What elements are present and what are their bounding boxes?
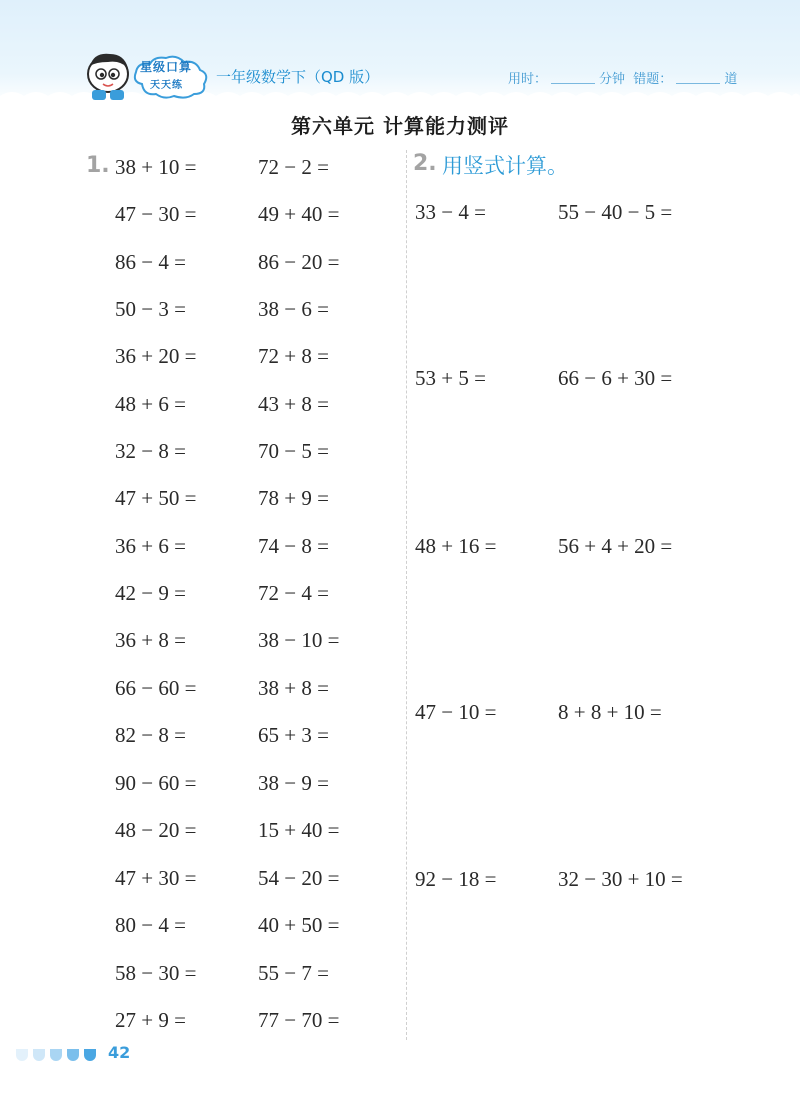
s1-expr-b: 38 − 9 = — [258, 771, 329, 795]
s1-expr-b: 86 − 20 = — [258, 250, 340, 274]
s2-expr-a: 33 − 4 = — [415, 200, 486, 224]
s1-expr-b: 72 + 8 = — [258, 344, 329, 368]
s1-expr-a: 42 − 9 = — [115, 581, 186, 605]
s1-expr-a: 50 − 3 = — [115, 297, 186, 321]
s2-expr-b: 56 + 4 + 20 = — [558, 534, 673, 558]
s1-expr-b: 74 − 8 = — [258, 534, 329, 558]
s1-expr-b: 77 − 70 = — [258, 1008, 340, 1032]
s2-expr-b: 8 + 8 + 10 = — [558, 700, 662, 724]
s2-expr-a: 53 + 5 = — [415, 366, 486, 390]
errors-label: 错题： — [633, 72, 673, 87]
s1-expr-b: 72 − 2 = — [258, 155, 329, 179]
s2-expr-b: 32 − 30 + 10 = — [558, 867, 683, 891]
s1-expr-b: 38 + 8 = — [258, 676, 329, 700]
s1-expr-a: 27 + 9 = — [115, 1008, 186, 1032]
footer-dots-icon — [14, 1046, 104, 1062]
s1-expr-a: 82 − 8 = — [115, 723, 186, 747]
s1-expr-a: 36 + 20 = — [115, 344, 197, 368]
s1-expr-b: 55 − 7 = — [258, 961, 329, 985]
time-blank[interactable] — [551, 71, 595, 84]
s1-expr-a: 32 − 8 = — [115, 439, 186, 463]
s1-expr-a: 58 − 30 = — [115, 961, 197, 985]
s1-expr-b: 49 + 40 = — [258, 202, 340, 226]
s1-expr-a: 86 − 4 = — [115, 250, 186, 274]
section2-title: 用竖式计算。 — [442, 154, 568, 178]
s1-expr-a: 80 − 4 = — [115, 913, 186, 937]
errors-blank[interactable] — [676, 71, 720, 84]
page-header — [0, 0, 800, 105]
s1-expr-b: 38 − 10 = — [258, 628, 340, 652]
s1-expr-a: 47 − 30 = — [115, 202, 197, 226]
page-number: 42 — [108, 1043, 131, 1062]
s2-expr-a: 48 + 16 = — [415, 534, 497, 558]
column-divider — [406, 150, 407, 1040]
unit-title: 第六单元 计算能力测评 — [291, 114, 509, 138]
section1-number: 1. — [86, 153, 110, 178]
s1-expr-a: 36 + 6 = — [115, 534, 186, 558]
s1-expr-b: 38 − 6 = — [258, 297, 329, 321]
s1-expr-b: 43 + 8 = — [258, 392, 329, 416]
s1-expr-b: 15 + 40 = — [258, 818, 340, 842]
time-unit: 分钟 — [599, 72, 626, 87]
time-and-errors — [508, 68, 737, 87]
s1-expr-a: 47 + 50 = — [115, 486, 197, 510]
time-label: 用时： — [508, 72, 548, 87]
s1-expr-b: 65 + 3 = — [258, 723, 329, 747]
s1-expr-a: 48 − 20 = — [115, 818, 197, 842]
errors-unit: 道 — [724, 72, 738, 87]
s1-expr-a: 66 − 60 = — [115, 676, 197, 700]
s2-expr-a: 47 − 10 = — [415, 700, 497, 724]
logo-text-line2: 天天练 — [150, 80, 183, 91]
s1-expr-b: 72 − 4 = — [258, 581, 329, 605]
book-title: 一年级数学下（QD 版） — [216, 68, 380, 86]
s1-expr-a: 48 + 6 = — [115, 392, 186, 416]
section2-number: 2. — [413, 151, 437, 176]
s1-expr-a: 47 + 30 = — [115, 866, 197, 890]
s1-expr-a: 36 + 8 = — [115, 628, 186, 652]
logo-text-line1: 星级口算 — [140, 60, 193, 74]
s1-expr-b: 70 − 5 = — [258, 439, 329, 463]
s1-expr-b: 78 + 9 = — [258, 486, 329, 510]
s1-expr-a: 90 − 60 = — [115, 771, 197, 795]
s2-expr-b: 66 − 6 + 30 = — [558, 366, 673, 390]
s1-expr-b: 40 + 50 = — [258, 913, 340, 937]
s2-expr-a: 92 − 18 = — [415, 867, 497, 891]
s1-expr-b: 54 − 20 = — [258, 866, 340, 890]
s1-expr-a: 38 + 10 = — [115, 155, 197, 179]
s2-expr-b: 55 − 40 − 5 = — [558, 200, 673, 224]
